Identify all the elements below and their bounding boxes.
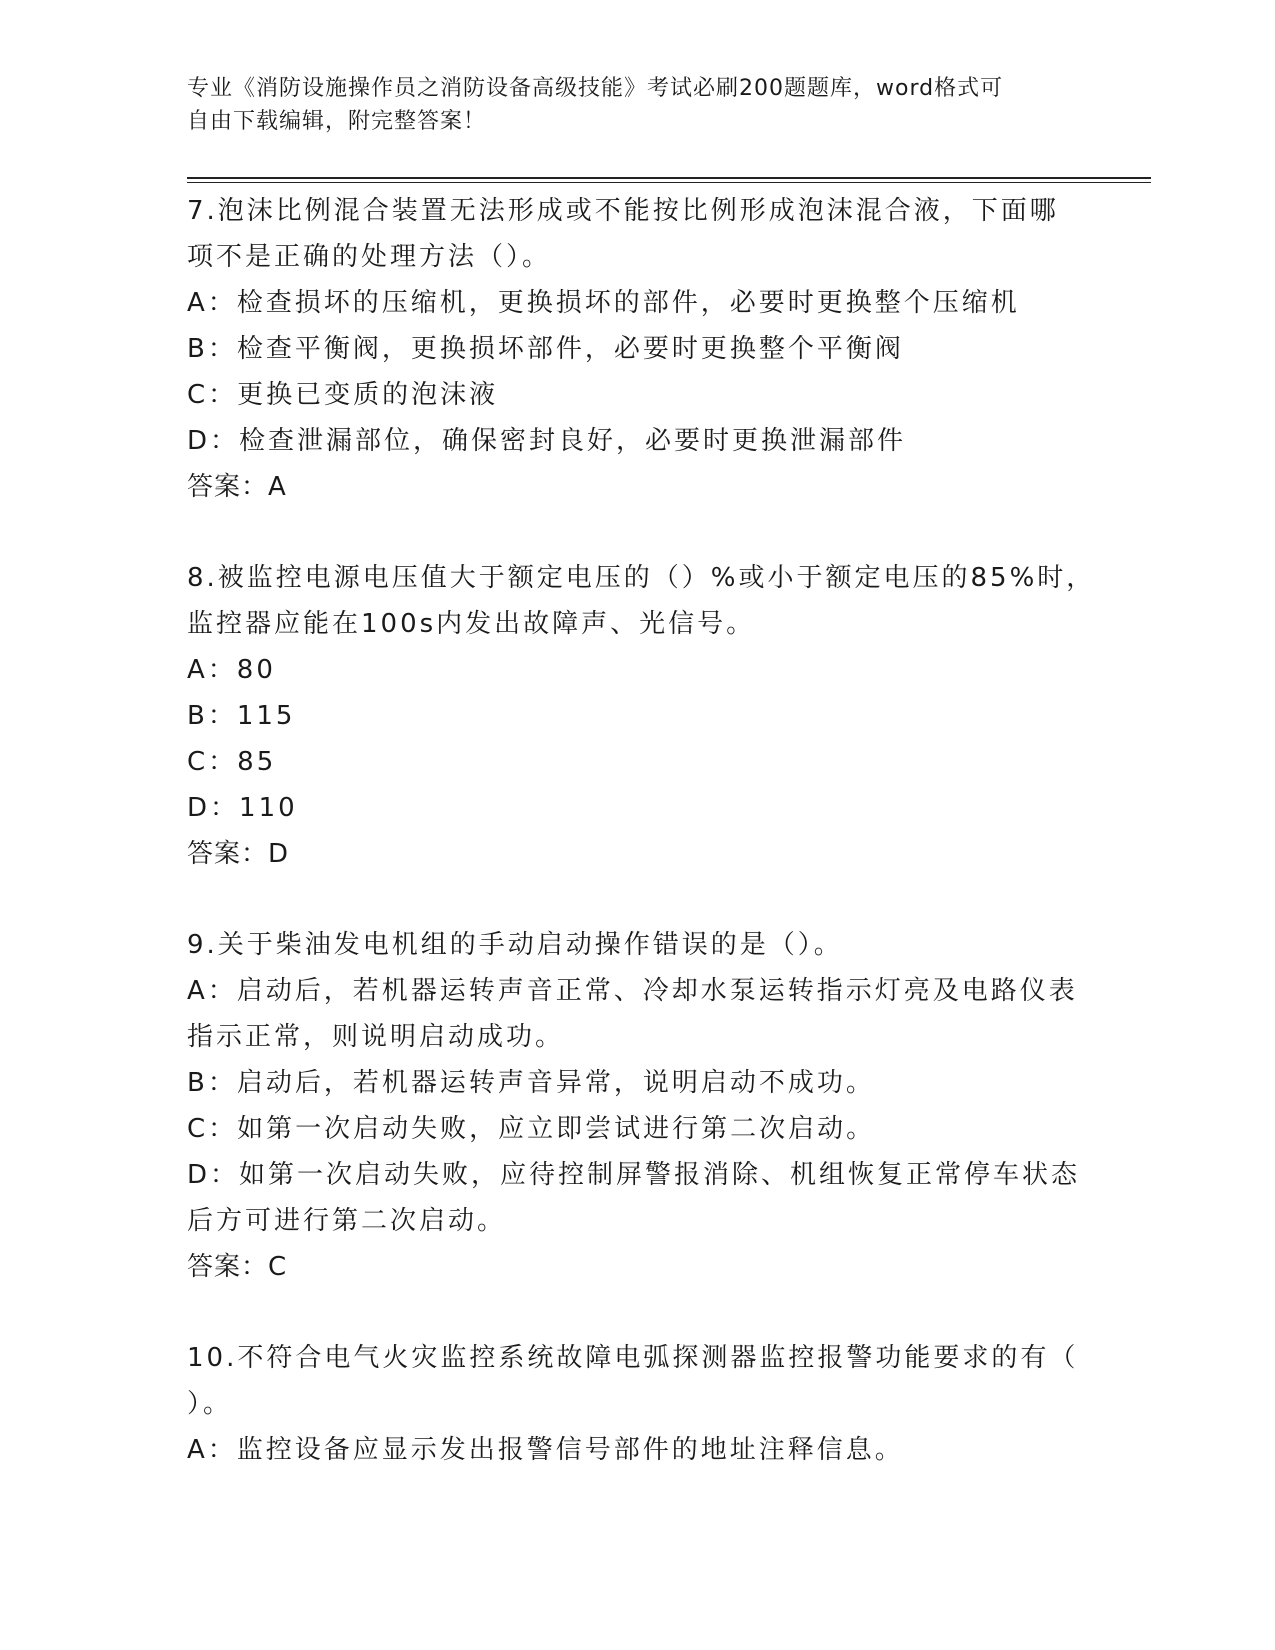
question-spacer [187, 1290, 1087, 1335]
document-header [187, 72, 1067, 138]
option-b: B：115 [187, 701, 296, 731]
question-stem-line: 监控器应能在100s内发出故障声、光信号。 [187, 609, 756, 639]
question-stem-line: ）。 [187, 1389, 233, 1419]
option-a: A：监控设备应显示发出报警信号部件的地址注释信息。 [187, 1435, 904, 1465]
header-divider-thin [187, 182, 1151, 183]
option-a: A：启动后，若机器运转声音正常、冷却水泵运转指示灯亮及电路仪表 [187, 976, 1078, 1006]
header-divider-thick [187, 177, 1151, 179]
question-stem-line: 9.关于柴油发电机组的手动启动操作错误的是（）。 [187, 930, 843, 960]
option-d: D：110 [187, 793, 298, 823]
option-c: C：如第一次启动失败，应立即尝试进行第二次启动。 [187, 1114, 876, 1144]
option-b: B：启动后，若机器运转声音异常，说明启动不成功。 [187, 1068, 875, 1098]
option-c: C：85 [187, 747, 277, 777]
option-d: D：如第一次启动失败，应待控制屏警报消除、机组恢复正常停车状态 [187, 1160, 1081, 1190]
option-b: B：检查平衡阀，更换损坏部件，必要时更换整个平衡阀 [187, 334, 904, 364]
header-line-2: 自由下载编辑，附完整答案！ [187, 109, 487, 134]
question-stem-line: 项不是正确的处理方法（）。 [187, 242, 552, 272]
option-a: A：检查损坏的压缩机，更换损坏的部件，必要时更换整个压缩机 [187, 288, 1020, 318]
answer-label: 答案：D [187, 839, 290, 869]
question-9 [187, 922, 1087, 1290]
question-8 [187, 555, 1096, 877]
header-line-1: 专业《消防设施操作员之消防设备高级技能》考试必刷200题题库，word格式可 [187, 76, 1004, 101]
answer-label: 答案：A [187, 472, 287, 502]
question-stem-line: 8.被监控电源电压值大于额定电压的（）%或小于额定电压的85%时， [187, 563, 1096, 593]
option-c: C：更换已变质的泡沫液 [187, 380, 499, 410]
option-d-continued: 后方可进行第二次启动。 [187, 1206, 507, 1236]
option-a-continued: 指示正常，则说明启动成功。 [187, 1022, 565, 1052]
question-10 [187, 1335, 1087, 1473]
answer-label: 答案：C [187, 1252, 288, 1282]
question-stem-line: 10.不符合电气火灾监控系统故障电弧探测器监控报警功能要求的有（ [187, 1343, 1079, 1373]
option-a: A：80 [187, 655, 276, 685]
question-spacer [187, 877, 1087, 922]
question-7 [187, 188, 1087, 510]
option-d: D：检查泄漏部位，确保密封良好，必要时更换泄漏部件 [187, 426, 907, 456]
question-list [187, 188, 1096, 1473]
question-spacer [187, 510, 1087, 555]
question-stem-line: 7.泡沫比例混合装置无法形成或不能按比例形成泡沫混合液，下面哪 [187, 196, 1059, 226]
